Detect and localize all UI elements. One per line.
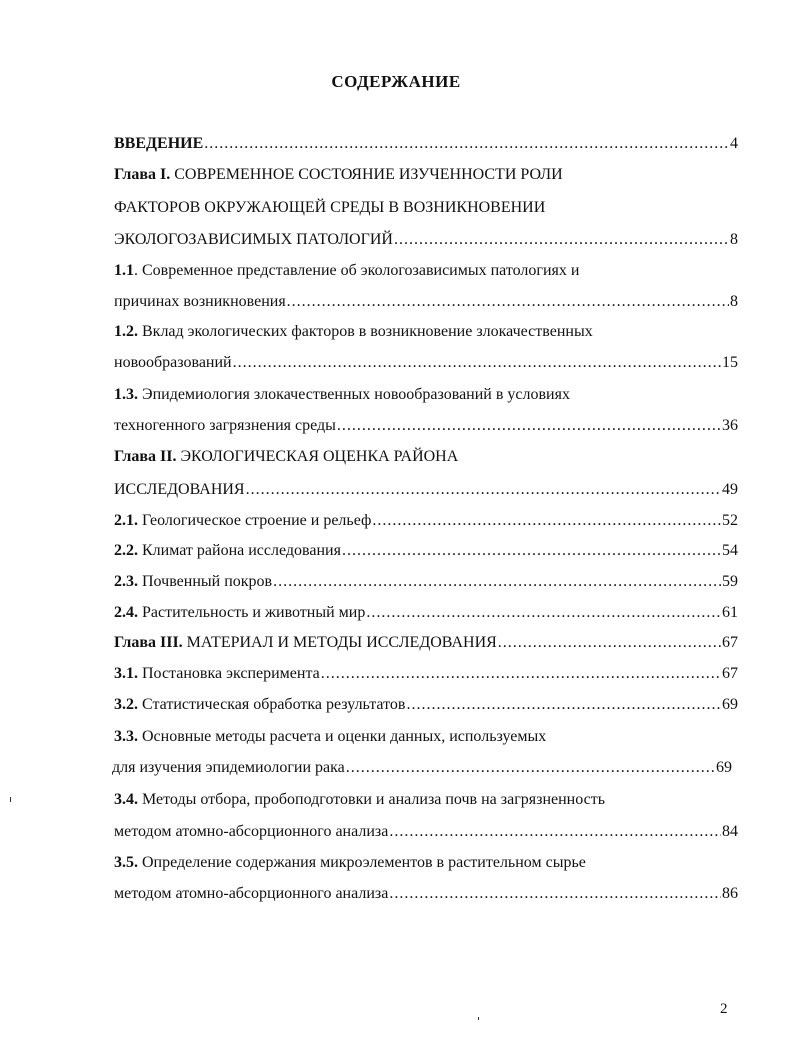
toc-entry-3-1[interactable] <box>114 662 738 686</box>
toc-entry-chapter-1[interactable] <box>114 163 738 187</box>
toc-page-number: 52 <box>722 512 738 529</box>
section-title: Геологическое строение и рельеф <box>138 512 372 529</box>
toc-entry-chapter-1-end[interactable] <box>114 228 738 252</box>
toc-page-number: 67 <box>722 665 738 682</box>
toc-entry-3-5[interactable] <box>114 851 738 875</box>
page-title: СОДЕРЖАНИЕ <box>331 72 461 91</box>
dot-leader <box>366 601 721 625</box>
toc-entry-1-2-end[interactable] <box>114 351 738 375</box>
dot-leader <box>389 820 721 844</box>
section-title: Климат района исследования <box>138 542 341 559</box>
toc-entry-1-1[interactable] <box>114 259 738 283</box>
toc-page-number: 84 <box>722 823 738 840</box>
toc-page-number: 69 <box>716 759 732 776</box>
toc-entry-3-4-end[interactable] <box>114 820 738 844</box>
scan-speck <box>478 1017 479 1020</box>
toc-page-number: 67 <box>722 634 738 651</box>
toc-entry-3-5-end[interactable] <box>114 882 738 906</box>
section-number: 2.1. <box>114 512 138 529</box>
section-title: Статистическая обработка результатов <box>138 696 406 713</box>
section-title-line1: Эпидемиология злокачественных новообразований в условиях <box>138 386 570 403</box>
toc-page-number: 86 <box>722 885 738 902</box>
section-title-line1: Методы отбора, пробоподготовки и анализа почв на загрязненность <box>138 791 606 808</box>
toc-entry-2-1[interactable] <box>114 509 738 533</box>
toc-page-number: 54 <box>722 542 738 559</box>
section-number: 1.1 <box>114 262 134 279</box>
toc-page-number: 4 <box>730 135 738 152</box>
section-title: Постановка эксперимента <box>138 665 320 682</box>
section-number: 3.1. <box>114 665 138 682</box>
dot-leader <box>372 509 721 533</box>
toc-intro-label: ВВЕДЕНИЕ <box>114 135 204 152</box>
section-title-line1: . Современное представление об экологозависимых патологиях и <box>134 262 580 279</box>
chapter-label: Глава III. <box>114 634 183 651</box>
toc-page-number: 15 <box>722 354 738 371</box>
scan-speck <box>10 797 11 802</box>
toc-page-number: 59 <box>722 573 738 590</box>
dot-leader <box>498 631 721 655</box>
dot-leader <box>233 351 721 375</box>
toc-page-number: 69 <box>722 696 738 713</box>
dot-leader <box>287 290 729 314</box>
section-number: 1.3. <box>114 386 138 403</box>
toc-entry-chapter-2-end[interactable] <box>114 478 738 502</box>
dot-leader <box>246 478 721 502</box>
chapter-title-line1: СОВРЕМЕННОЕ СОСТОЯНИЕ ИЗУЧЕННОСТИ РОЛИ <box>174 166 563 183</box>
section-number: 3.2. <box>114 696 138 713</box>
chapter-title: МАТЕРИАЛ И МЕТОДЫ ИССЛЕДОВАНИЯ <box>182 634 497 651</box>
toc-entry-2-2[interactable] <box>114 539 738 563</box>
chapter-title-line3: ЭКОЛОГОЗАВИСИМЫХ ПАТОЛОГИЙ <box>114 231 393 248</box>
section-number: 2.3. <box>114 573 138 590</box>
toc-entry-1-3-end[interactable] <box>114 414 738 438</box>
section-number: 1.2. <box>114 323 138 340</box>
dot-leader <box>204 132 729 156</box>
toc-entry-2-3[interactable] <box>114 570 738 594</box>
toc-entry-3-2[interactable] <box>114 693 738 717</box>
section-title-line1: Основные методы расчета и оценки данных, используемых <box>138 728 547 745</box>
section-number: 3.4. <box>114 791 138 808</box>
toc-entry-1-2[interactable] <box>114 320 738 344</box>
section-number: 3.3. <box>114 728 138 745</box>
page-number: 2 <box>720 1001 728 1017</box>
section-title-line1: Вклад экологических факторов в возникновение злокачественных <box>138 323 593 340</box>
toc-page-number: 8 <box>730 231 738 248</box>
dot-leader <box>321 662 721 686</box>
toc-page-number: 8 <box>730 293 738 310</box>
toc-entry-3-3[interactable] <box>114 725 738 749</box>
section-title-line2: новообразований <box>114 354 232 371</box>
toc-page-number: 61 <box>722 604 738 621</box>
toc-entry-1-3[interactable] <box>114 383 738 407</box>
dot-leader <box>346 756 715 780</box>
toc-entry-chapter-3[interactable] <box>114 631 738 655</box>
dot-leader <box>273 570 721 594</box>
dot-leader <box>394 228 729 252</box>
toc-entry-1-1-end[interactable] <box>114 290 738 314</box>
dot-leader <box>406 693 721 717</box>
dot-leader <box>389 882 721 906</box>
dot-leader <box>342 539 721 563</box>
chapter-title-line2: ФАКТОРОВ ОКРУЖАЮЩЕЙ СРЕДЫ В ВОЗНИКНОВЕНИИ <box>114 199 546 216</box>
section-title: Почвенный покров <box>138 573 273 590</box>
section-title-line2: причинах возникновения <box>114 293 286 310</box>
toc-entry-3-4[interactable] <box>114 788 738 812</box>
chapter-title-line2: ИССЛЕДОВАНИЯ <box>114 481 245 498</box>
toc-page-number: 36 <box>722 417 738 434</box>
section-title-line1: Определение содержания микроэлементов в растительном сырье <box>138 854 586 871</box>
toc-entry-intro[interactable] <box>114 132 738 156</box>
section-title-line2: техногенного загрязнения среды <box>114 417 336 434</box>
toc-page-number: 49 <box>722 481 738 498</box>
chapter-label: Глава II. <box>114 448 177 465</box>
section-title-line2: методом атомно-абсорционного анализа <box>114 823 389 840</box>
chapter-title-line1: ЭКОЛОГИЧЕСКАЯ ОЦЕНКА РАЙОНА <box>176 448 459 465</box>
chapter-label: Глава I. <box>114 166 171 183</box>
section-number: 2.4. <box>114 604 138 621</box>
section-title-line2: для изучения эпидемиологии рака <box>112 759 345 776</box>
section-title: Растительность и животный мир <box>138 604 366 621</box>
toc-entry-chapter-2[interactable] <box>114 445 738 469</box>
section-title-line2: методом атомно-абсорционного анализа <box>114 885 389 902</box>
section-number: 3.5. <box>114 854 138 871</box>
dot-leader <box>337 414 721 438</box>
toc-entry-2-4[interactable] <box>114 601 738 625</box>
toc-entry-3-3-end[interactable] <box>112 756 732 780</box>
section-number: 2.2. <box>114 542 138 559</box>
toc-entry-chapter-1-cont <box>114 196 738 220</box>
